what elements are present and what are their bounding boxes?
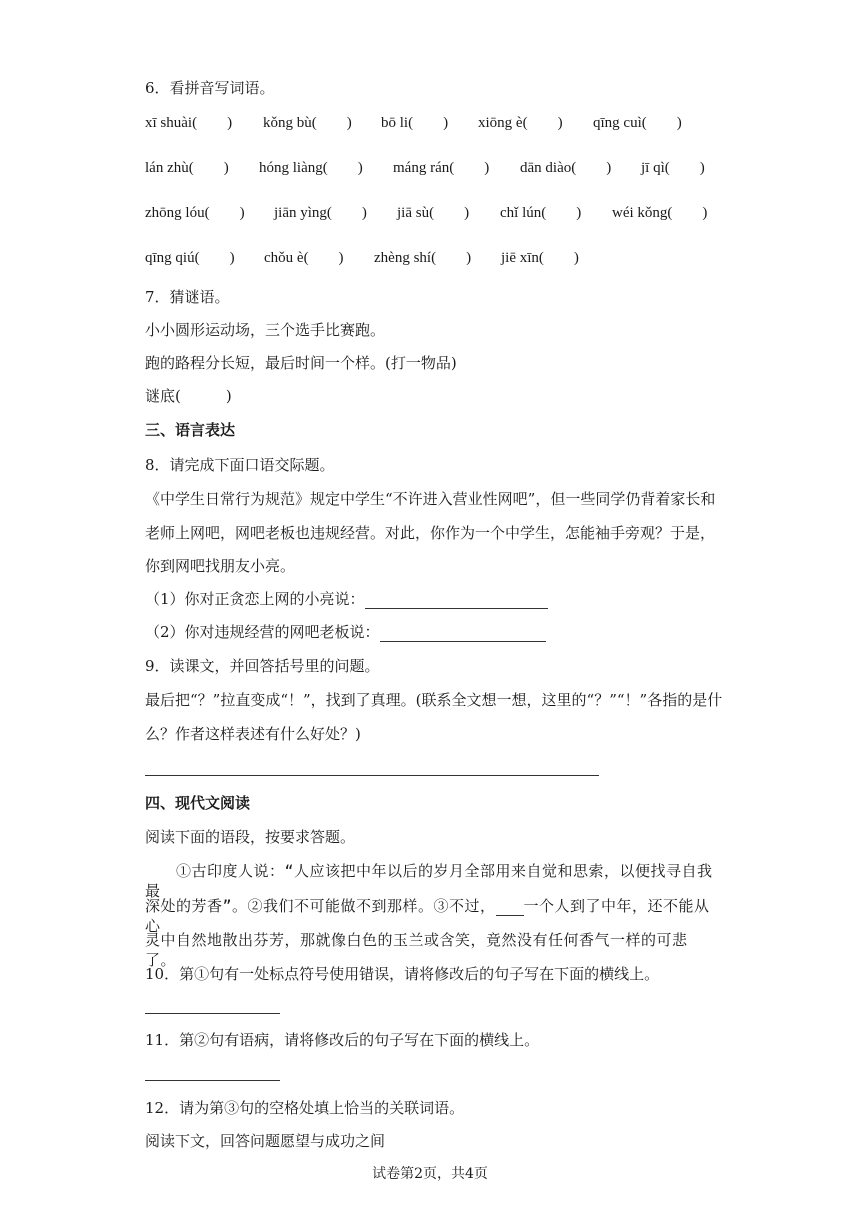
pinyin-item: qīng cuì( ) [593, 115, 682, 131]
pinyin-item: kǒng bù( ) [263, 115, 352, 131]
pinyin-item: zhōng lóu( ) [145, 205, 245, 221]
q9-line-1: 最后把“？”拉直变成“！”，找到了真理。(联系全文想一想，这里的“？”“！”各指的是什 [145, 691, 723, 709]
pinyin-item: chǐ lún( ) [500, 205, 582, 221]
pinyin-item: jiā sù( ) [397, 205, 470, 221]
passage-line-2-a: 深处的芳香”。②我们不可能做不到那样。③不过， [145, 897, 496, 915]
pinyin-item: xiōng è( ) [478, 115, 563, 131]
answer-blank-1[interactable] [365, 592, 548, 609]
pinyin-item: dān diào( ) [520, 160, 612, 176]
q9-answer-line[interactable] [145, 775, 599, 776]
q9-line-2: 么？作者这样表述有什么好处？) [145, 725, 361, 743]
riddle-answer: 谜底( ) [145, 387, 232, 405]
pinyin-item: chǒu è( ) [264, 250, 344, 266]
q11-title: 11．第②句有语病，请将修改后的句子写在下面的横线上。 [145, 1031, 540, 1049]
pinyin-item: zhèng shí( ) [374, 250, 472, 266]
pinyin-item: jiē xīn( ) [501, 250, 579, 266]
q8-para-line-1: 《中学生日常行为规范》规定中学生“不许进入营业性网吧”，但一些同学仍背着家长和 [145, 490, 716, 508]
passage-line-3: 灵中自然地散出芬芳，那就像白色的玉兰或含笑，竟然没有任何香气一样的可悲了。 [145, 931, 688, 969]
riddle-line-1: 小小圆形运动场，三个选手比赛跑。 [145, 321, 386, 339]
q10-answer-line[interactable] [145, 1013, 280, 1014]
section-4-title: 四、现代文阅读 [145, 794, 251, 812]
pinyin-item: jiān yìng( ) [274, 205, 367, 221]
q7-title: 7．猜谜语。 [145, 288, 230, 306]
pinyin-item: bō li( ) [381, 115, 449, 131]
pinyin-item: máng rán( ) [393, 160, 490, 176]
pinyin-item: jī qì( ) [641, 160, 705, 176]
q8-para-line-3: 你到网吧找朋友小亮。 [145, 557, 296, 575]
pinyin-item: qīng qiú( ) [145, 250, 235, 266]
q8-sub-2-label: （2）你对违规经营的网吧老板说： [145, 623, 380, 641]
pinyin-item: lán zhù( ) [145, 160, 229, 176]
q9-title: 9．读课文，并回答括号里的问题。 [145, 657, 380, 675]
reading-intro: 阅读下面的语段，按要求答题。 [145, 828, 356, 846]
page-footer: 试卷第2页，共4页 [372, 1166, 488, 1182]
pinyin-item: xī shuài( ) [145, 115, 233, 131]
answer-blank-2[interactable] [380, 625, 546, 642]
q10-title: 10．第①句有一处标点符号使用错误，请将修改后的句子写在下面的横线上。 [145, 965, 660, 983]
conjunction-blank[interactable] [496, 899, 524, 916]
q8-sub-1-label: （1）你对正贪恋上网的小亮说： [145, 590, 365, 608]
section-3-title: 三、语言表达 [145, 421, 236, 439]
q11-answer-line[interactable] [145, 1080, 280, 1081]
q12-title: 12．请为第③句的空格处填上恰当的关联词语。 [145, 1099, 465, 1117]
passage-line-2-b: 一个人到了中年，还不能从心 [145, 897, 710, 935]
q8-sub-1 [145, 589, 548, 609]
pinyin-item: hóng liàng( ) [259, 160, 363, 176]
passage-line-1: ①古印度人说：“人应该把中年以后的岁月全部用来自觉和思索，以便找寻自我最 [145, 862, 713, 900]
riddle-line-2: 跑的路程分长短，最后时间一个样。(打一物品) [145, 354, 457, 372]
q6-title: 6．看拼音写词语。 [145, 79, 275, 97]
q8-title: 8．请完成下面口语交际题。 [145, 456, 335, 474]
pinyin-item: wéi kǒng( ) [612, 205, 708, 221]
next-reading-intro: 阅读下文，回答问题愿望与成功之间 [145, 1132, 386, 1150]
q8-sub-2 [145, 622, 546, 642]
q8-para-line-2: 老师上网吧，网吧老板也违规经营。对此，你作为一个中学生，怎能袖手旁观？于是， [145, 524, 716, 542]
